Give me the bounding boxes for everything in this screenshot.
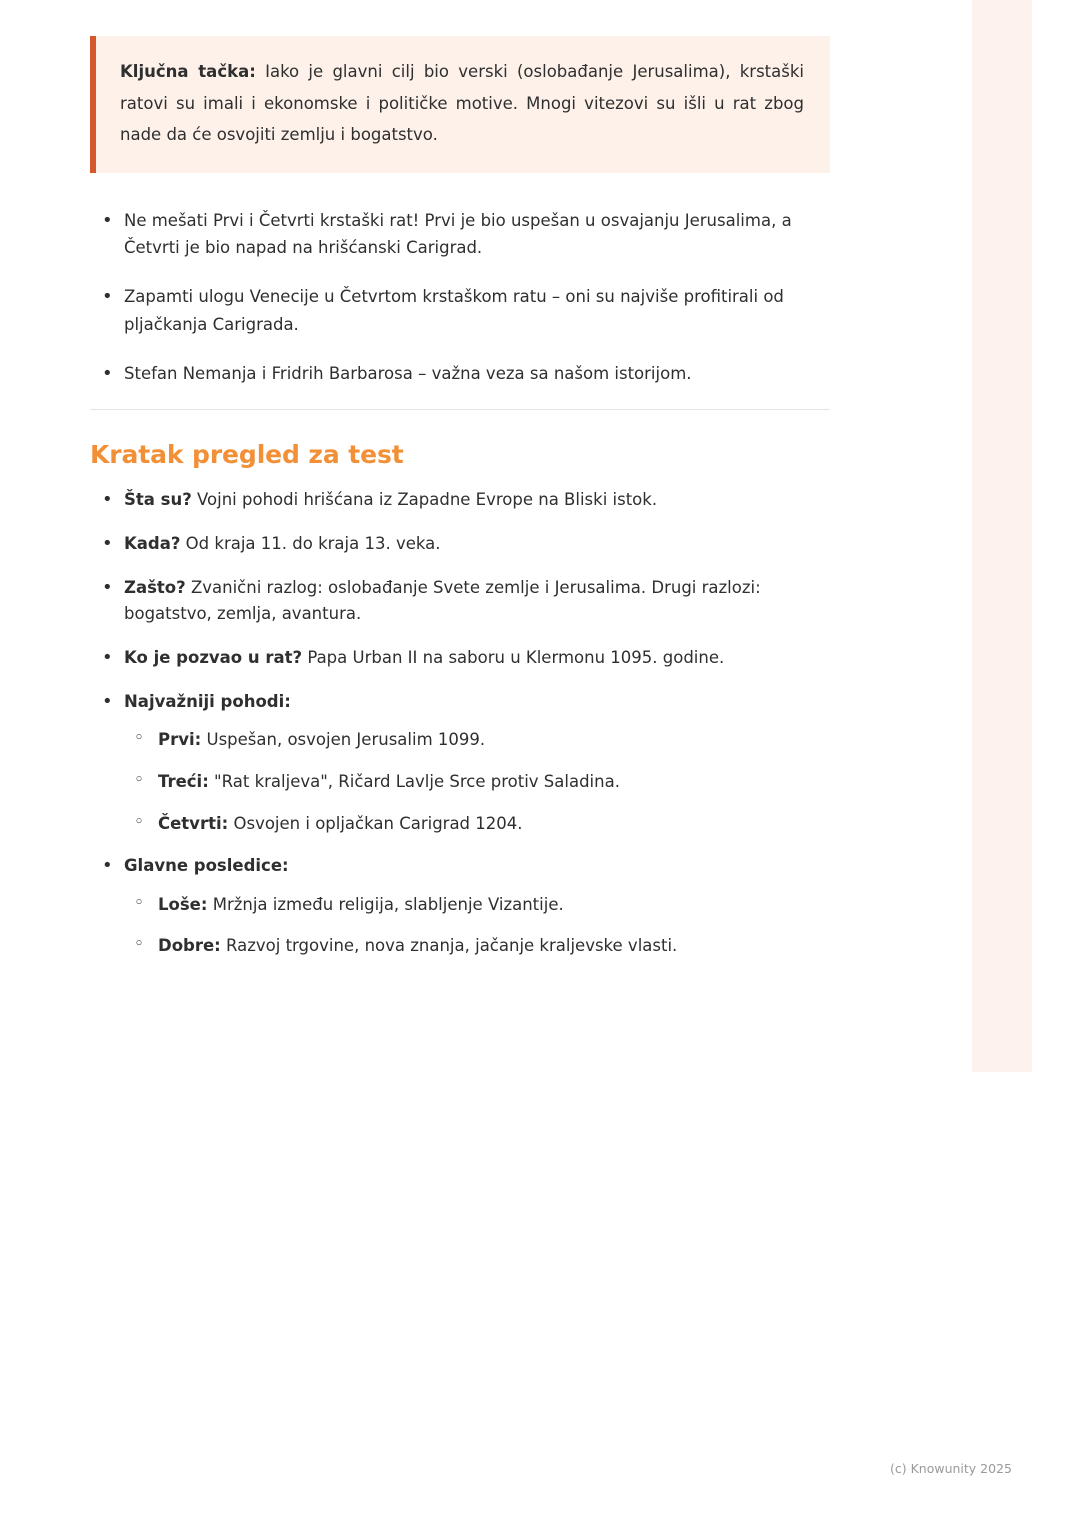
list-item: • Ne mešati Prvi i Četvrti krstaški rat! Prvi je bio uspešan u osvajanju Jerusalima, a Četvrti je bio napad na hrišćanski Carigrad. (90, 207, 830, 261)
sublist-item-label: Treći: (158, 771, 209, 791)
list-item-text: Vojni pohodi hrišćana iz Zapadne Evrope na Bliski istok. (191, 490, 658, 510)
document-content (90, 36, 830, 976)
list-item (90, 645, 830, 672)
page-title: Kratak pregled za test (90, 440, 404, 470)
notes-list (90, 207, 830, 387)
sublist-item-text: Mržnja između religija, slabljenje Vizantije. (207, 894, 564, 914)
list-item (90, 487, 830, 514)
sublist-item-text: Osvojen i opljačkan Carigrad 1204. (228, 813, 523, 833)
list-item-label: Zašto? (124, 577, 186, 597)
sublist-item-label: Loše: (158, 894, 208, 914)
sublist-item-text: "Rat kraljeva", Ričard Lavlje Srce protiv Saladina. (208, 771, 620, 791)
campaigns-sublist (124, 727, 830, 836)
sublist-item (124, 769, 830, 795)
sublist-item (124, 933, 830, 959)
decorative-right-stripe-inner (1032, 0, 1080, 1072)
section-divider (90, 409, 830, 410)
sublist-item (124, 892, 830, 918)
list-item (90, 531, 830, 558)
sublist-item (124, 727, 830, 753)
sublist-item-label: Četvrti: (158, 813, 229, 833)
key-point-text: Iako je glavni cilj bio verski (oslobađanje Jerusalima), krstaški ratovi su imali i ekonomske i političke motive. Mnogi vitezovi su išli u rat zbog nade da će osvojiti zemlju i bogatstvo. (120, 62, 804, 145)
key-point-label: Ključna tačka: (120, 62, 256, 81)
footer-copyright: (c) Knowunity 2025 (890, 1461, 1012, 1476)
group-label: Glavne posledice: (124, 856, 289, 876)
sublist-item (124, 811, 830, 837)
list-item-label: Kada? (124, 533, 181, 553)
list-item (90, 575, 830, 628)
list-item-group-consequences (90, 853, 830, 959)
sublist-item-text: Uspešan, osvojen Jerusalim 1099. (201, 730, 486, 750)
summary-list (90, 487, 830, 959)
list-item-text: Papa Urban II na saboru u Klermonu 1095. godine. (302, 647, 725, 667)
decorative-right-stripe (972, 0, 1080, 1072)
sublist-item-label: Dobre: (158, 936, 221, 956)
list-item-text: Od kraja 11. do kraja 13. veka. (180, 533, 441, 553)
sublist-item-label: Prvi: (158, 730, 202, 750)
group-label: Najvažniji pohodi: (124, 691, 291, 711)
key-point-paragraph (120, 56, 804, 151)
list-item-group-campaigns (90, 689, 830, 836)
list-item: • Stefan Nemanja i Fridrih Barbarosa – važna veza sa našom istorijom. (90, 360, 830, 387)
list-item-label: Ko je pozvao u rat? (124, 647, 303, 667)
sublist-item-text: Razvoj trgovine, nova znanja, jačanje kraljevske vlasti. (220, 936, 678, 956)
key-point-callout (90, 36, 830, 173)
list-item: • Zapamti ulogu Venecije u Četvrtom krstaškom ratu – oni su najviše profitirali od pljačkanja Carigrada. (90, 283, 830, 337)
list-item-text: Zvanični razlog: oslobađanje Svete zemlje i Jerusalima. Drugi razlozi: bogatstvo, zemlja, avantura. (124, 577, 761, 624)
consequences-sublist (124, 892, 830, 959)
list-item-label: Šta su? (124, 490, 192, 510)
